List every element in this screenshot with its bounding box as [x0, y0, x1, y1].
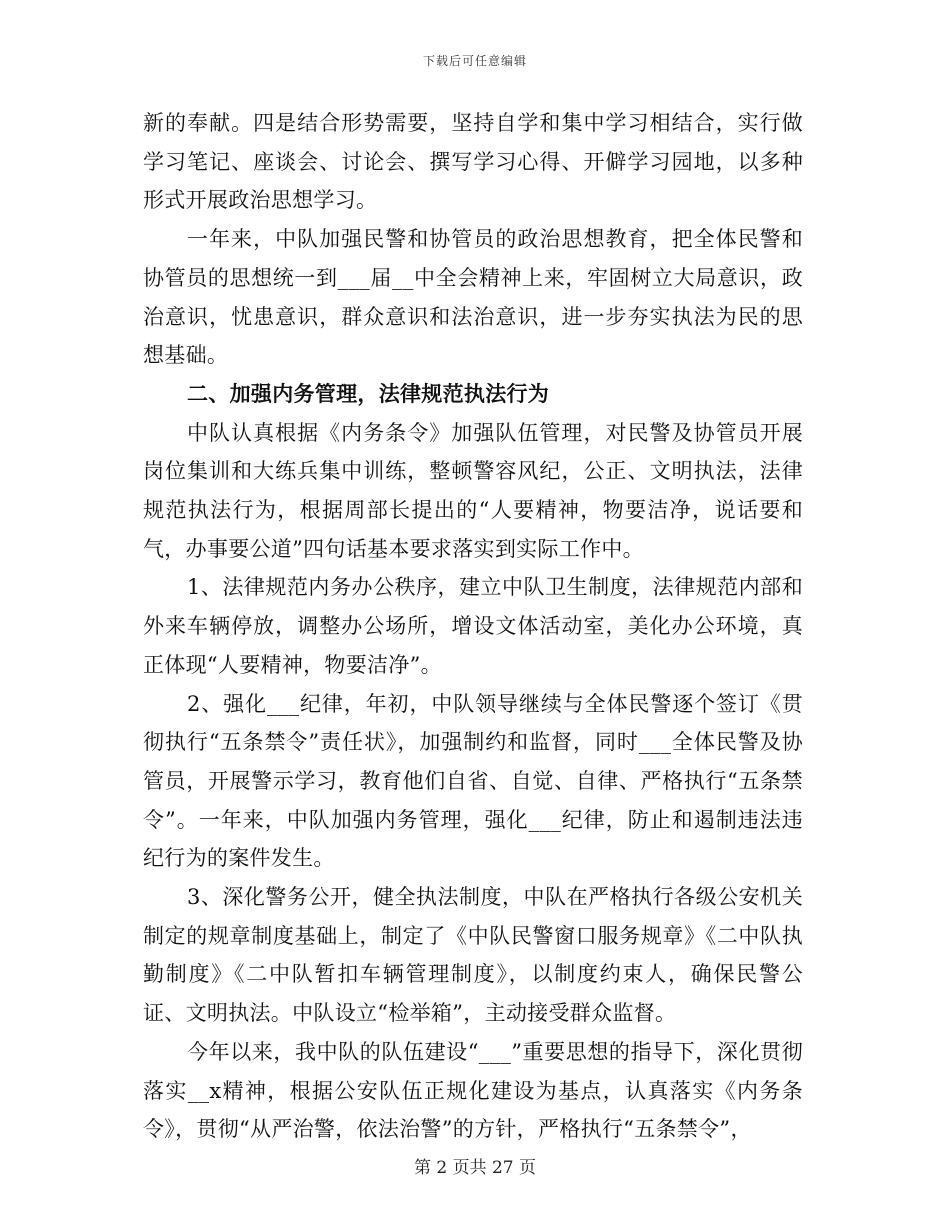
paragraph: 今年以来，我中队的队伍建设“___”重要思想的指导下，深化贯彻落实__x精神，根据公安队伍正规化建设为基点，认真落实《内务条令》，贯彻“从严治警，依法治警”的方针，严格执行“五条禁令”， — [143, 1039, 803, 1142]
paragraph: 1、法律规范内务办公秩序，建立中队卫生制度，法律规范内部和外来车辆停放，调整办公场所，增设文体活动室，美化办公环境，真正体现“人要精神，物要洁净”。 — [143, 575, 803, 677]
paragraph: 2、强化___纪律，年初，中队领导继续与全体民警逐个签订《贯彻执行“五条禁令”责任状》，加强制约和监督，同时___全体民警及协管员，开展警示学习，教育他们自省、自觉、自律、严格执行“五条禁令”。一年来，中队加强内务管理，强化___纪律，防止和遏制违法违纪行为的案件发生。 — [143, 691, 803, 871]
document-body — [143, 104, 803, 1149]
page-footer: 第 2 页共 27 页 — [413, 1158, 537, 1178]
paragraph: 中队认真根据《内务条令》加强队伍管理，对民警及协管员开展岗位集训和大练兵集中训练，整顿警容风纪，公正、文明执法，法律规范执法行为，根据周部长提出的“人要精神，物要洁净，说话要和气，办事要公道”四句话基本要求落实到实际工作中。 — [143, 420, 803, 561]
page-header: 下载后可任意编辑 — [422, 54, 527, 68]
paragraph: 一年来，中队加强民警和协管员的政治思想教育，把全体民警和协管员的思想统一到___届__中全会精神上来，牢固树立大局意识，政治意识，忧患意识，群众意识和法治意识，进一步夯实执法为民的思想基础。 — [143, 227, 803, 368]
paragraph-continuation: 新的奉献。四是结合形势需要，坚持自学和集中学习相结合，实行做学习笔记、座谈会、讨论会、撰写学习心得、开僻学习园地，以多种形式开展政治思想学习。 — [143, 111, 803, 213]
section-heading: 二、加强内务管理，法律规范执法行为 — [187, 380, 550, 406]
paragraph: 3、深化警务公开，健全执法制度，中队在严格执行各级公安机关制定的规章制度基础上，制定了《中队民警窗口服务规章》《二中队执勤制度》《二中队暂扣车辆管理制度》，以制度约束人，确保民警公证、文明执法。中队设立“检举箱”，主动接受群众监督。 — [143, 885, 803, 1026]
